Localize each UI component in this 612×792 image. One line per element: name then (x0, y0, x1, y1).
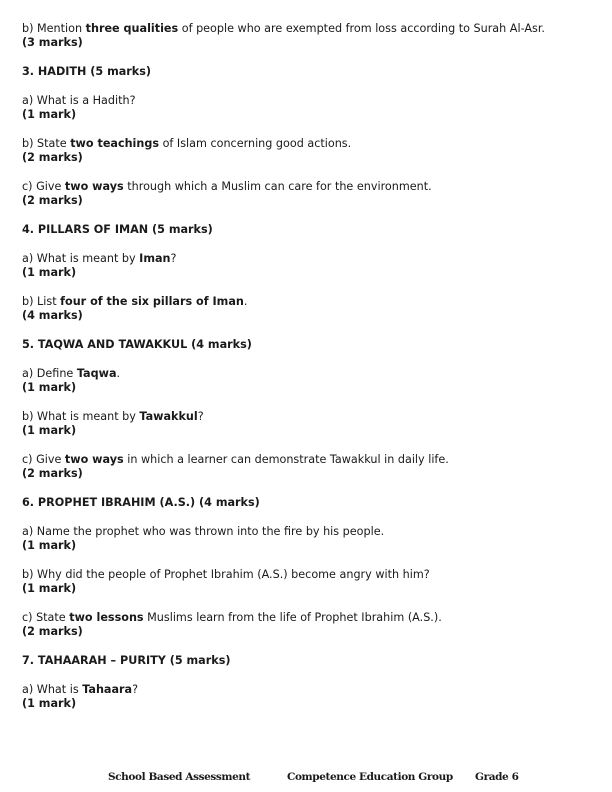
question-keyword: two ways (64, 180, 124, 193)
question-keyword: two lessons (69, 611, 144, 624)
marks-label: (1 mark) (22, 108, 77, 121)
document-body (22, 22, 592, 726)
question-text (22, 295, 592, 309)
footer-publisher-label: Competence Education Group (287, 771, 453, 783)
footer-grade-label: Grade 6 (475, 771, 519, 783)
question-fragment: ? (197, 410, 204, 423)
question-fragment: ? (132, 683, 139, 696)
question-fragment: a) Name the prophet who was thrown into the fire by his people. (22, 525, 385, 538)
marks-label: (1 mark) (22, 539, 77, 552)
question-text (22, 94, 592, 108)
question-fragment: through which a Muslim can care for the environment. (123, 180, 432, 193)
question-fragment: a) What is (22, 683, 83, 696)
marks-label: (2 marks) (22, 194, 83, 207)
question-text (22, 22, 592, 36)
question-fragment: b) Mention (22, 22, 86, 35)
question-text (22, 453, 592, 467)
question-text (22, 367, 592, 381)
marks-label: (1 mark) (22, 697, 77, 710)
question-fragment: c) State (22, 611, 70, 624)
section-heading: 4. PILLARS OF IMAN (5 marks) (22, 223, 213, 236)
question-text (22, 568, 592, 582)
question-fragment: a) Define (22, 367, 77, 380)
question-fragment: in which a learner can demonstrate Tawakkul in daily life. (123, 453, 449, 466)
question-text (22, 180, 592, 194)
question-keyword: four of the six pillars of Iman (60, 295, 244, 308)
question-fragment: b) State (22, 137, 71, 150)
page-footer (0, 771, 612, 787)
question-fragment: a) What is a Hadith? (22, 94, 136, 107)
question-keyword: two teachings (70, 137, 160, 150)
question-fragment: c) Give (22, 180, 65, 193)
section-heading: 3. HADITH (5 marks) (22, 65, 152, 78)
question-keyword: three qualities (85, 22, 179, 35)
footer-assessment-label: School Based Assessment (108, 771, 251, 783)
question-fragment: b) What is meant by (22, 410, 140, 423)
question-fragment: ? (170, 252, 177, 265)
marks-label: (2 marks) (22, 151, 83, 164)
question-fragment: of Islam concerning good actions. (159, 137, 352, 150)
marks-label: (2 marks) (22, 625, 83, 638)
question-keyword: Tawakkul (139, 410, 198, 423)
marks-label: (1 mark) (22, 424, 77, 437)
marks-label: (4 marks) (22, 309, 83, 322)
question-keyword: Tahaara (82, 683, 133, 696)
marks-label: (3 marks) (22, 36, 83, 49)
section-heading: 7. TAHAARAH – PURITY (5 marks) (22, 654, 231, 667)
question-fragment: Muslims learn from the life of Prophet Ibrahim (A.S.). (143, 611, 442, 624)
question-fragment: of people who are exempted from loss according to Surah Al-Asr. (178, 22, 545, 35)
question-fragment: a) What is meant by (22, 252, 140, 265)
question-keyword: Iman (139, 252, 171, 265)
question-fragment: . (116, 367, 121, 380)
section-heading: 6. PROPHET IBRAHIM (A.S.) (4 marks) (22, 496, 260, 509)
marks-label: (1 mark) (22, 266, 77, 279)
question-text (22, 252, 592, 266)
question-fragment: . (243, 295, 248, 308)
question-text (22, 683, 592, 697)
question-text (22, 410, 592, 424)
question-keyword: Taqwa (76, 367, 117, 380)
question-text (22, 611, 592, 625)
marks-label: (1 mark) (22, 582, 77, 595)
question-keyword: two ways (64, 453, 124, 466)
question-fragment: b) List (22, 295, 61, 308)
marks-label: (2 marks) (22, 467, 83, 480)
question-fragment: b) Why did the people of Prophet Ibrahim (A.S.) become angry with him? (22, 568, 430, 581)
marks-label: (1 mark) (22, 381, 77, 394)
question-text (22, 137, 592, 151)
section-heading: 5. TAQWA AND TAWAKKUL (4 marks) (22, 338, 252, 351)
question-text (22, 525, 592, 539)
question-fragment: c) Give (22, 453, 65, 466)
